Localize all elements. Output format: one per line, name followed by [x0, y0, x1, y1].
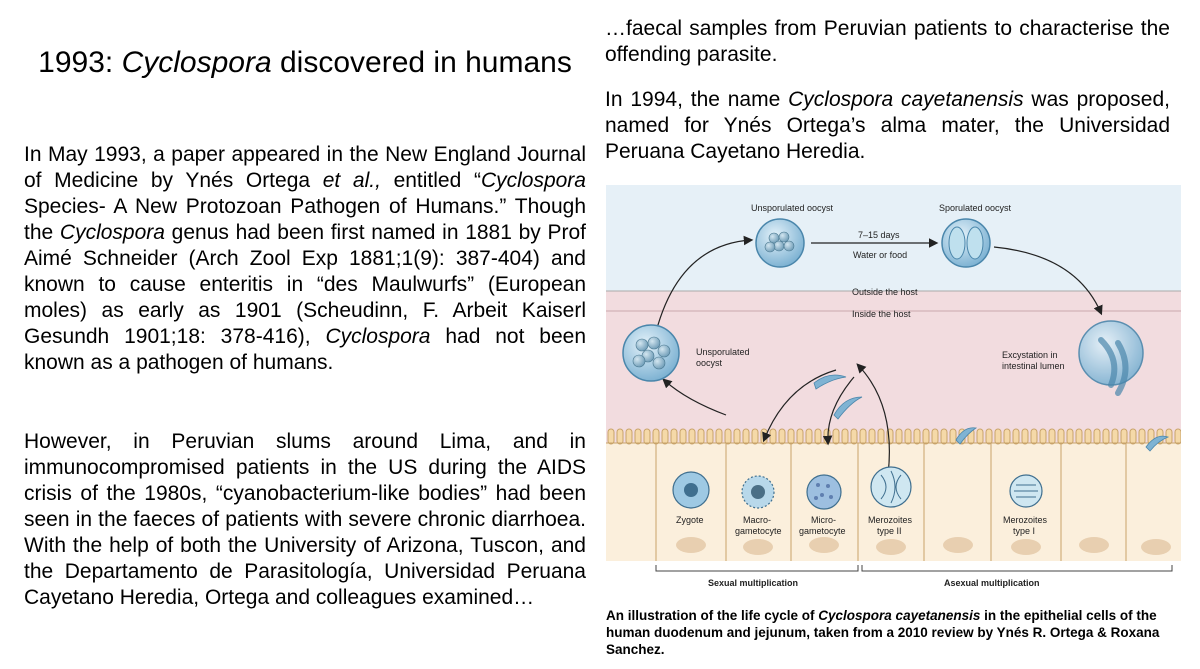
microvillus: [1094, 429, 1100, 444]
microvillus: [653, 429, 659, 444]
microvillus: [923, 429, 929, 444]
microvillus: [707, 429, 713, 444]
microvillus: [770, 429, 776, 444]
microvillus: [806, 429, 812, 444]
zygote-label: Zygote: [676, 515, 704, 525]
microvillus: [743, 429, 749, 444]
sexual-label: Sexual multiplication: [708, 578, 799, 588]
microvillus: [797, 429, 803, 444]
microvillus: [635, 429, 641, 444]
unsporulated-left-label-2: oocyst: [696, 358, 723, 368]
microvillus: [842, 429, 848, 444]
microvillus: [878, 429, 884, 444]
macro-label-1: Macro-: [743, 515, 772, 525]
microvillus: [815, 429, 821, 444]
microvillus: [1049, 429, 1055, 444]
title-genus: Cyclospora: [121, 46, 272, 79]
merozoites-type-ii: [871, 467, 911, 507]
microvillus: [725, 429, 731, 444]
microvillus: [788, 429, 794, 444]
unsporulated-left-label-1: Unsporulated: [696, 347, 750, 357]
microvillus: [689, 429, 695, 444]
microvillus: [995, 429, 1001, 444]
mero1-label-1: Merozoites: [1003, 515, 1048, 525]
microvillus: [1031, 429, 1037, 444]
asexual-bracket: [862, 565, 1172, 571]
unsporulated-oocyst-top-label: Unsporulated oocyst: [751, 203, 834, 213]
microvillus: [716, 429, 722, 444]
title-rest: discovered in humans: [271, 46, 572, 79]
microvillus: [752, 429, 758, 444]
microvillus: [779, 429, 785, 444]
outside-host-label: Outside the host: [852, 287, 918, 297]
microvillus: [860, 429, 866, 444]
microvillus: [905, 429, 911, 444]
microvillus: [1139, 429, 1145, 444]
mero2-label-2: type II: [877, 526, 902, 536]
paragraph-faecal: …faecal samples from Peruvian patients to characterise the offending parasite.: [605, 17, 1170, 66]
microvillus: [1130, 429, 1136, 444]
life-cycle-illustration: [606, 185, 1181, 597]
excystation-label-2: intestinal lumen: [1002, 361, 1065, 371]
microvillus: [1013, 429, 1019, 444]
microvillus: [833, 429, 839, 444]
microvillus: [869, 429, 875, 444]
microvillus: [977, 429, 983, 444]
microvillus: [1004, 429, 1010, 444]
sporulated-oocyst-label: Sporulated oocyst: [939, 203, 1012, 213]
microvillus: [662, 429, 668, 444]
microvillus: [851, 429, 857, 444]
micro-label-1: Micro-: [811, 515, 836, 525]
microvillus: [1058, 429, 1064, 444]
microvillus: [1112, 429, 1118, 444]
microvillus: [896, 429, 902, 444]
microvillus: [1103, 429, 1109, 444]
microvillus: [1040, 429, 1046, 444]
paragraph-naming: In 1994, the name Cyclospora cayetanensis was proposed, named for Ynés Ortega’s alma mater, the Universidad Peruana Cayetano Heredia.: [605, 88, 1170, 163]
microvillus: [671, 429, 677, 444]
microvillus: [761, 429, 767, 444]
microvillus: [1175, 429, 1181, 444]
microgametocyte: [807, 475, 841, 509]
slide-title: [30, 44, 580, 82]
sexual-bracket: [656, 565, 858, 571]
microvillus: [626, 429, 632, 444]
water-food-label: Water or food: [853, 250, 908, 260]
microvillus: [824, 429, 830, 444]
micro-label-2: gametocyte: [799, 526, 846, 536]
microvillus: [1085, 429, 1091, 444]
microvillus: [1076, 429, 1082, 444]
microvillus: [950, 429, 956, 444]
microvillus: [1067, 429, 1073, 444]
macro-label-2: gametocyte: [735, 526, 782, 536]
microvillus: [698, 429, 704, 444]
title-year: 1993:: [38, 46, 122, 79]
microvillus: [617, 429, 623, 444]
figure-caption: An illustration of the life cycle of Cyclospora cayetanensis in the epithelial cells of the human duodenum and jejunum, taken from a 2010 review by Ynés R. Ortega & Roxana Sanchez.: [606, 608, 1160, 657]
microvillus: [986, 429, 992, 444]
microvillus: [734, 429, 740, 444]
microvillus: [932, 429, 938, 444]
mero2-label-1: Merozoites: [868, 515, 913, 525]
microvillus: [1022, 429, 1028, 444]
microvillus: [608, 429, 614, 444]
asexual-label: Asexual multiplication: [944, 578, 1040, 588]
days-label: 7–15 days: [858, 230, 900, 240]
microvillus: [644, 429, 650, 444]
inside-host-label: Inside the host: [852, 309, 911, 319]
microvillus: [1121, 429, 1127, 444]
microvillus: [680, 429, 686, 444]
microvillus: [914, 429, 920, 444]
excystation-label-1: Excystation in: [1002, 350, 1058, 360]
paragraph-history: In May 1993, a paper appeared in the New England Journal of Medicine by Ynés Ortega et al., entitled “Cyclospora Species- A New Protozoan Pathogen of Humans.” Though the Cyclospora genus had been first named in 1881 by Prof Aimé Schneider (Arch Zool Exp 1881;1(9): 387-404) and known to cause enteritis in “des Maulwurfs” (European moles) as early as 1901 (Scheudinn, F. Arbeit Kaiserl Gesundh 1901;18: 378-416), Cyclospora had not been known as a pathogen of humans.: [24, 143, 587, 374]
microvillus: [941, 429, 947, 444]
paragraph-peru: However, in Peruvian slums around Lima, and in immunocompromised patients in the US during the AIDS crisis of the 1980s, “cyanobacterium-like bodies” had been seen in the faeces of patients with severe chronic diarrhoea. With the help of both the University of Arizona, Tuscon, and the Departamento de Parasitología, Universidad Peruana Cayetano Heredia, Ortega and colleagues examined…: [24, 430, 586, 609]
mero1-label-2: type I: [1013, 526, 1036, 536]
